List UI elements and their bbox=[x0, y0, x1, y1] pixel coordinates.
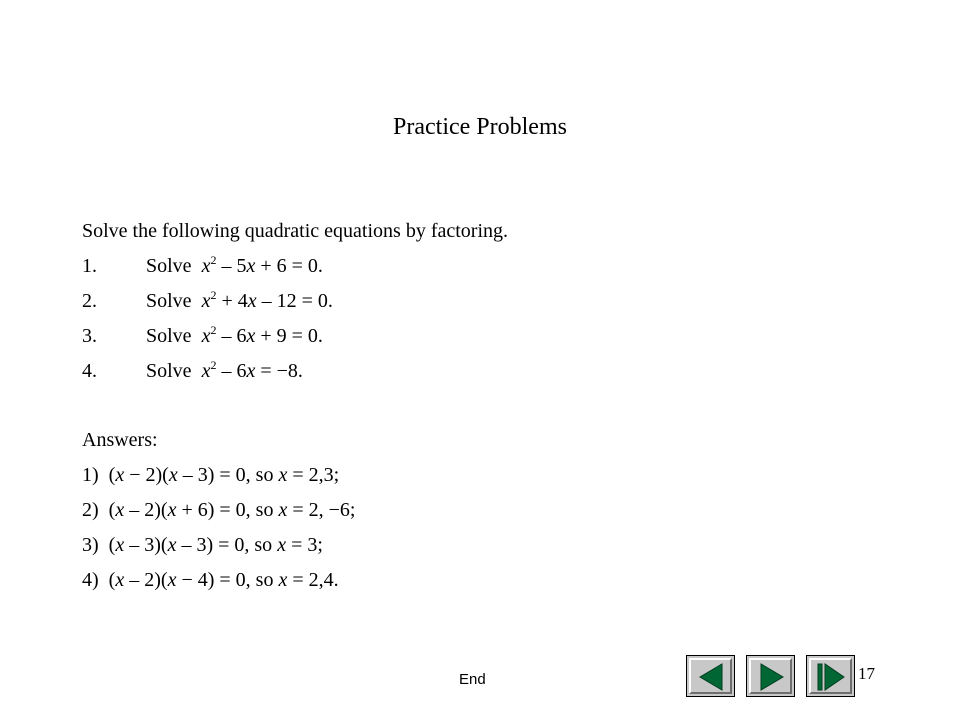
problem-number: 4. bbox=[82, 360, 97, 382]
answer-label: 4) bbox=[82, 569, 99, 591]
page-number: 17 bbox=[858, 664, 875, 683]
variable: x bbox=[201, 360, 211, 382]
problem-verb: Solve bbox=[146, 255, 192, 277]
previous-slide-button[interactable] bbox=[686, 655, 735, 697]
problem-2: 2. Solve $x^2 + 4x - 12 = 0$. bbox=[82, 284, 508, 319]
next-slide-button[interactable] bbox=[746, 655, 795, 697]
answer-label: 2) bbox=[82, 499, 99, 521]
exponent: 2 bbox=[210, 323, 217, 337]
answer-2: 2) (x – 2)(x + 6) = 0, so x = 2, −6; bbox=[82, 499, 356, 521]
variable: x bbox=[201, 255, 211, 277]
variable: x bbox=[278, 464, 288, 486]
exponent: 2 bbox=[210, 253, 217, 267]
answer-3: 3) (x – 3)(x – 3) = 0, so x = 3; bbox=[82, 534, 323, 556]
variable: x bbox=[167, 499, 177, 521]
answers-heading: Answers: bbox=[82, 429, 158, 451]
variable: x bbox=[167, 569, 177, 591]
variable: x bbox=[115, 464, 125, 486]
problem-verb: Solve bbox=[146, 360, 192, 382]
variable: x bbox=[247, 290, 257, 312]
problem-number: 3. bbox=[82, 325, 97, 347]
instructions: Solve the following quadratic equations by factoring. bbox=[82, 220, 509, 242]
variable: x bbox=[167, 534, 177, 556]
answer-1: 1) (x − 2)(x – 3) = 0, so x = 2,3; bbox=[82, 464, 340, 486]
end-link[interactable]: End bbox=[459, 671, 486, 688]
problem-3: 3. Solve $x^2 - 6x + 9 = 0$. bbox=[82, 319, 508, 354]
variable: x bbox=[246, 360, 256, 382]
problem-number: 1. bbox=[82, 255, 97, 277]
variable: x bbox=[168, 464, 178, 486]
variable: x bbox=[246, 255, 256, 277]
answer-label: 1) bbox=[82, 464, 99, 486]
previous-icon bbox=[687, 656, 736, 698]
problem-verb: Solve bbox=[146, 325, 192, 347]
variable: x bbox=[278, 569, 288, 591]
problem-1: 1. Solve $x^2 - 5x + 6 = 0$. bbox=[82, 249, 508, 284]
exponent: 2 bbox=[210, 358, 217, 372]
variable: x bbox=[201, 290, 211, 312]
variable: x bbox=[115, 499, 125, 521]
page-title: Practice Problems bbox=[393, 114, 567, 140]
problem-verb: Solve bbox=[146, 290, 192, 312]
answer-4: 4) (x – 2)(x − 4) = 0, so x = 2,4. bbox=[82, 569, 339, 591]
problem-4: 4. Solve $x^2 - 6x = -8$. bbox=[82, 354, 508, 389]
exponent: 2 bbox=[210, 288, 217, 302]
variable: x bbox=[201, 325, 211, 347]
answer-label: 3) bbox=[82, 534, 99, 556]
spacer bbox=[82, 389, 508, 423]
variable: x bbox=[246, 325, 256, 347]
slide-content bbox=[82, 214, 508, 598]
variable: x bbox=[115, 534, 125, 556]
variable: x bbox=[115, 569, 125, 591]
problem-number: 2. bbox=[82, 290, 97, 312]
variable: x bbox=[277, 534, 287, 556]
variable: x bbox=[278, 499, 288, 521]
next-icon bbox=[747, 656, 796, 698]
last-slide-icon bbox=[807, 656, 856, 698]
last-slide-button[interactable] bbox=[806, 655, 855, 697]
